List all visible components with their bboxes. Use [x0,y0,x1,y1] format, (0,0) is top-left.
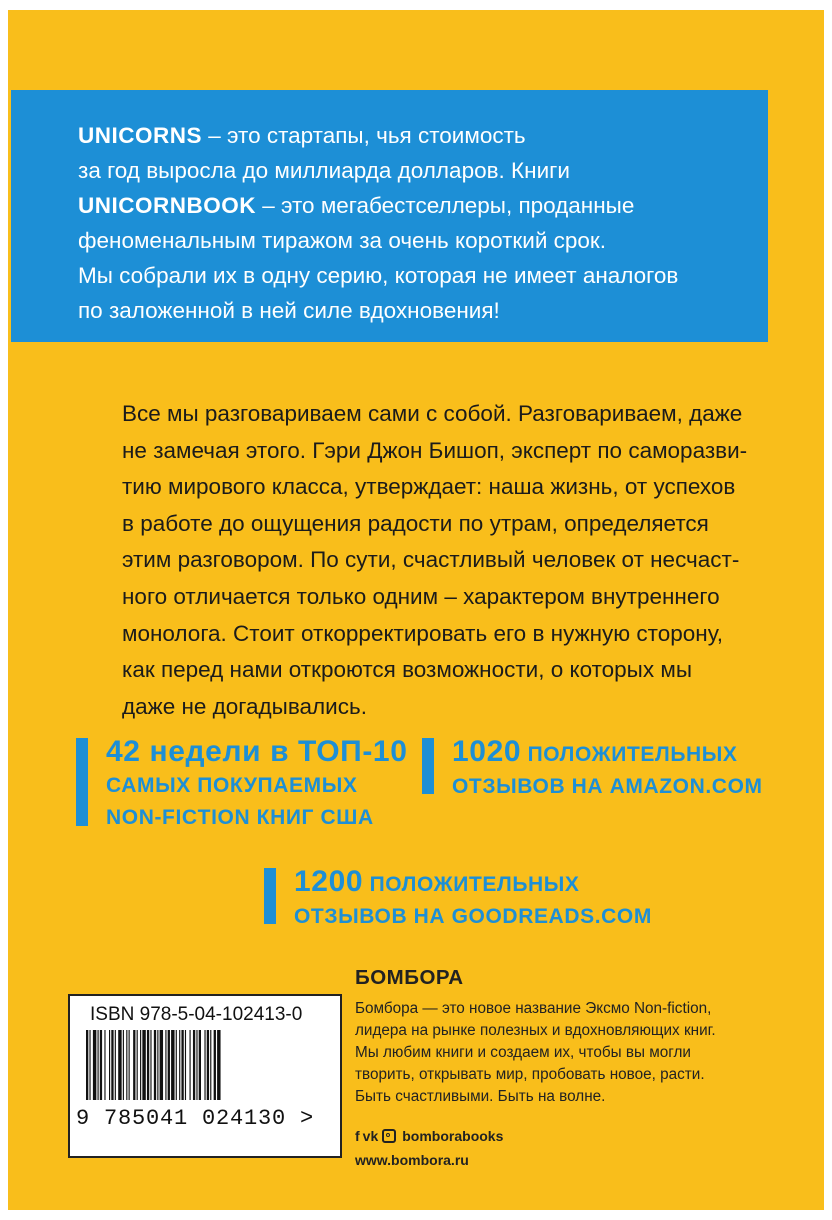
facebook-icon: f [355,1128,360,1144]
social-links [355,1128,815,1144]
social-handle: bomborabooks [402,1128,504,1144]
isbn-number: ISBN 978-5-04-102413-0 [90,1004,303,1025]
barcode-bars [84,1030,326,1100]
stat-accent-bar [422,738,434,794]
stat-accent-bar [76,738,88,826]
book-back-cover: UNICORNS – это стартапы, чья стоимость за год выросла до миллиарда долларов. Книги UNICORNBOOK – это мегабестселлеры, проданные феноменальным тиражом за очень короткий срок. Мы собрали их в одну серию, которая не имеет аналогов по заложенной в ней силе вдохновения! Все мы разговариваем сами с собой. Разговариваем, даже не замечая этого. Гэри Джон Бишоп, эксперт по саморазви- тию мирового класса, утверждает: наша жизнь, от успехов в работе до ощущения радости по утрам, определяется этим разговором. По сути, счастливый человек от несчаст- ного отличается только одним – характером внутреннего монолога. Стоит откорректировать его в нужную сторону, как перед нами откроются возможности, о которых мы даже не догадывались. 42 недели в ТОП-10 САМЫХ ПОКУПАЕМЫХ NON-FICTION КНИГ США 1020 ПОЛОЖИТЕЛЬНЫХ ОТЗЫВОВ НА AMAZON.COM 1200 ПОЛОЖИТЕЛЬНЫХ ОТЗЫВОВ НА GOODREADS.COM ISBN 978-5-04-102413-0 9 785041 024130 > БОМБОРА Бомбора — это новое название Эксмо Non-fiction, лидера на рынке полезных и вдохновляющих книг. Мы любим книги и создаем их, чтобы вы могли творить, открывать мир, пробовать новое, расти. Быть счастливыми. Быть на волне. f vk bomborabooks www.bombora.ru [8,10,824,1210]
series-info-text: UNICORNS – это стартапы, чья стоимость за год выросла до миллиарда долларов. Книги UNICORNBOOK – это мегабестселлеры, проданные феноменальным тиражом за очень короткий срок. Мы собрали их в одну серию, которая не имеет аналогов по заложенной в ней силе вдохновения! [78,123,679,323]
website-link: www.bombora.ru [355,1152,469,1168]
isbn-barcode [68,994,342,1158]
barcode-digits: 9 785041 024130 > [76,1106,315,1131]
brand-unicorns: UNICORNS [78,123,203,148]
stat-accent-bar [264,868,276,924]
publisher-info [355,966,815,1168]
publisher-description: Бомбора — это новое название Эксмо Non-fiction, лидера на рынке полезных и вдохновляющих книг. Мы любим книги и создаем их, чтобы вы могли творить, открывать мир, пробовать новое, расти. Быть счастливыми. Быть на волне. [355,1000,716,1105]
brand-unicornbook: UNICORNBOOK [78,193,256,218]
book-description: Все мы разговариваем сами с собой. Разговариваем, даже не замечая этого. Гэри Джон Бишоп, эксперт по саморазви- тию мирового класса, утверждает: наша жизнь, от успехов в работе до ощущения радости по утрам, определяется этим разговором. По сути, счастливый человек от несчаст- ного отличается только одним – характером внутреннего монолога. Стоит откорректировать его в нужную сторону, как перед нами откроются возможности, о которых мы даже не догадывались. [122,401,748,719]
publisher-name: БОМБОРА [355,966,464,989]
vk-icon: vk [362,1128,379,1144]
instagram-icon [382,1129,396,1143]
